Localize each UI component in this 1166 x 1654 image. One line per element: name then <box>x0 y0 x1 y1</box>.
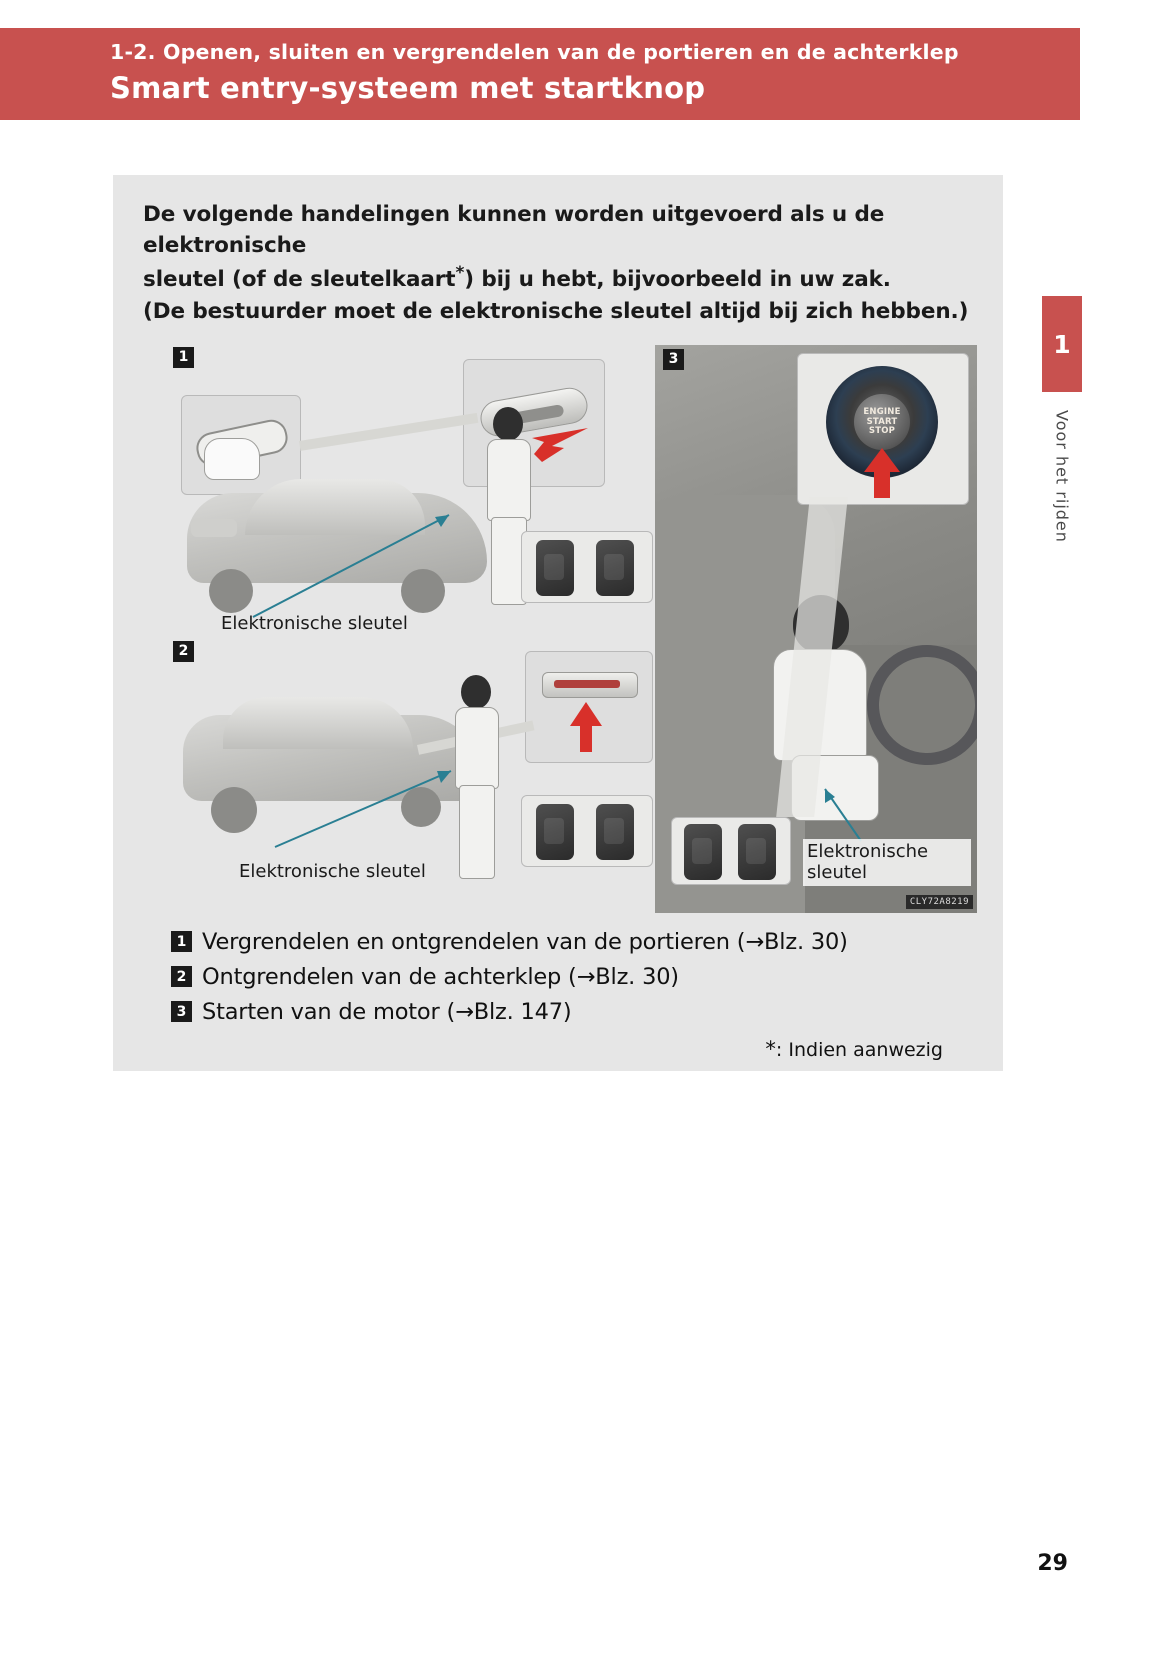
figure-left-column <box>173 345 651 913</box>
footnote-text: : Indien aanwezig <box>775 1038 943 1061</box>
list-item <box>171 999 977 1025</box>
start-button-label-start: START <box>866 416 898 427</box>
caption-electronic-key-3 <box>803 839 971 886</box>
list-item-number-1: 1 <box>171 931 192 952</box>
key-fob-icon <box>684 824 722 880</box>
footnote <box>143 1037 977 1061</box>
chapter-tab-number: 1 <box>1042 296 1082 392</box>
list-item <box>171 964 977 990</box>
numbered-item-list <box>171 929 977 1025</box>
figure-panel-number-2: 2 <box>173 641 194 662</box>
engine-start-button-inset <box>797 353 969 505</box>
leader-line-2 <box>269 755 459 855</box>
chapter-tab-label <box>1042 410 1082 630</box>
intro-line-3: (De bestuurder moet de elektronische sleutel altijd bij zich hebben.) <box>143 298 969 324</box>
list-item-text-3: Starten van de motor (→Blz. 147) <box>202 998 572 1025</box>
figure-illustration <box>143 345 973 915</box>
list-item-text-1: Vergrendelen en ontgrendelen van de portieren (→Blz. 30) <box>202 928 848 955</box>
callout-connector-1 <box>299 413 478 451</box>
leader-line-1 <box>243 505 463 625</box>
list-item-number-3: 3 <box>171 1001 192 1022</box>
intro-line-2a: sleutel (of de sleutelkaart <box>143 267 456 293</box>
engine-start-stop-button <box>854 394 910 450</box>
caption-electronic-key-3-line1: Elektronische <box>807 840 929 862</box>
page-number: 29 <box>1037 1551 1068 1576</box>
footnote-asterisk: * <box>765 1036 776 1061</box>
red-arrow-icon <box>860 446 904 500</box>
caption-electronic-key-3-line2: sleutel <box>807 862 867 884</box>
intro-line-1: De volgende handelingen kunnen worden uitgevoerd als u de elektronische <box>143 202 885 259</box>
figure-panel-number-3: 3 <box>663 349 684 370</box>
key-fob-pair-frame-3 <box>671 817 791 885</box>
page-title: Smart entry-systeem met startknop <box>110 70 706 105</box>
list-item-number-2: 2 <box>171 966 192 987</box>
intro-asterisk: * <box>455 263 465 284</box>
list-item <box>171 929 977 955</box>
red-arrow-icon <box>560 700 616 754</box>
key-fob-icon <box>536 804 574 860</box>
content-panel <box>113 175 1003 1071</box>
caption-electronic-key-2: Elektronische sleutel <box>239 860 426 882</box>
figure-panel-number-1: 1 <box>173 347 194 368</box>
key-fob-icon <box>536 540 574 596</box>
page-header <box>0 28 1080 120</box>
key-fob-icon <box>738 824 776 880</box>
key-fob-pair-frame-1 <box>521 531 653 603</box>
key-fob-icon <box>596 804 634 860</box>
chapter-tab-label-text: Voor het rijden <box>1052 410 1072 543</box>
caption-electronic-key-1: Elektronische sleutel <box>221 612 408 634</box>
intro-paragraph <box>143 199 977 327</box>
trunk-release-closeup-inset <box>525 651 653 763</box>
image-code-label: CLY72A8219 <box>906 895 973 909</box>
list-item-text-2: Ontgrendelen van de achterklep (→Blz. 30) <box>202 963 679 990</box>
key-fob-icon <box>596 540 634 596</box>
figure-right-column <box>655 345 977 913</box>
intro-line-2b: ) bij u hebt, bijvoorbeeld in uw zak. <box>464 267 891 293</box>
start-button-label-stop: STOP <box>868 426 896 437</box>
key-fob-pair-frame-2 <box>521 795 653 867</box>
header-section-title: 1-2. Openen, sluiten en vergrendelen van de portieren en de achterklep <box>110 40 959 64</box>
start-button-label-engine: ENGINE <box>863 406 901 417</box>
leader-line-3 <box>811 785 871 845</box>
